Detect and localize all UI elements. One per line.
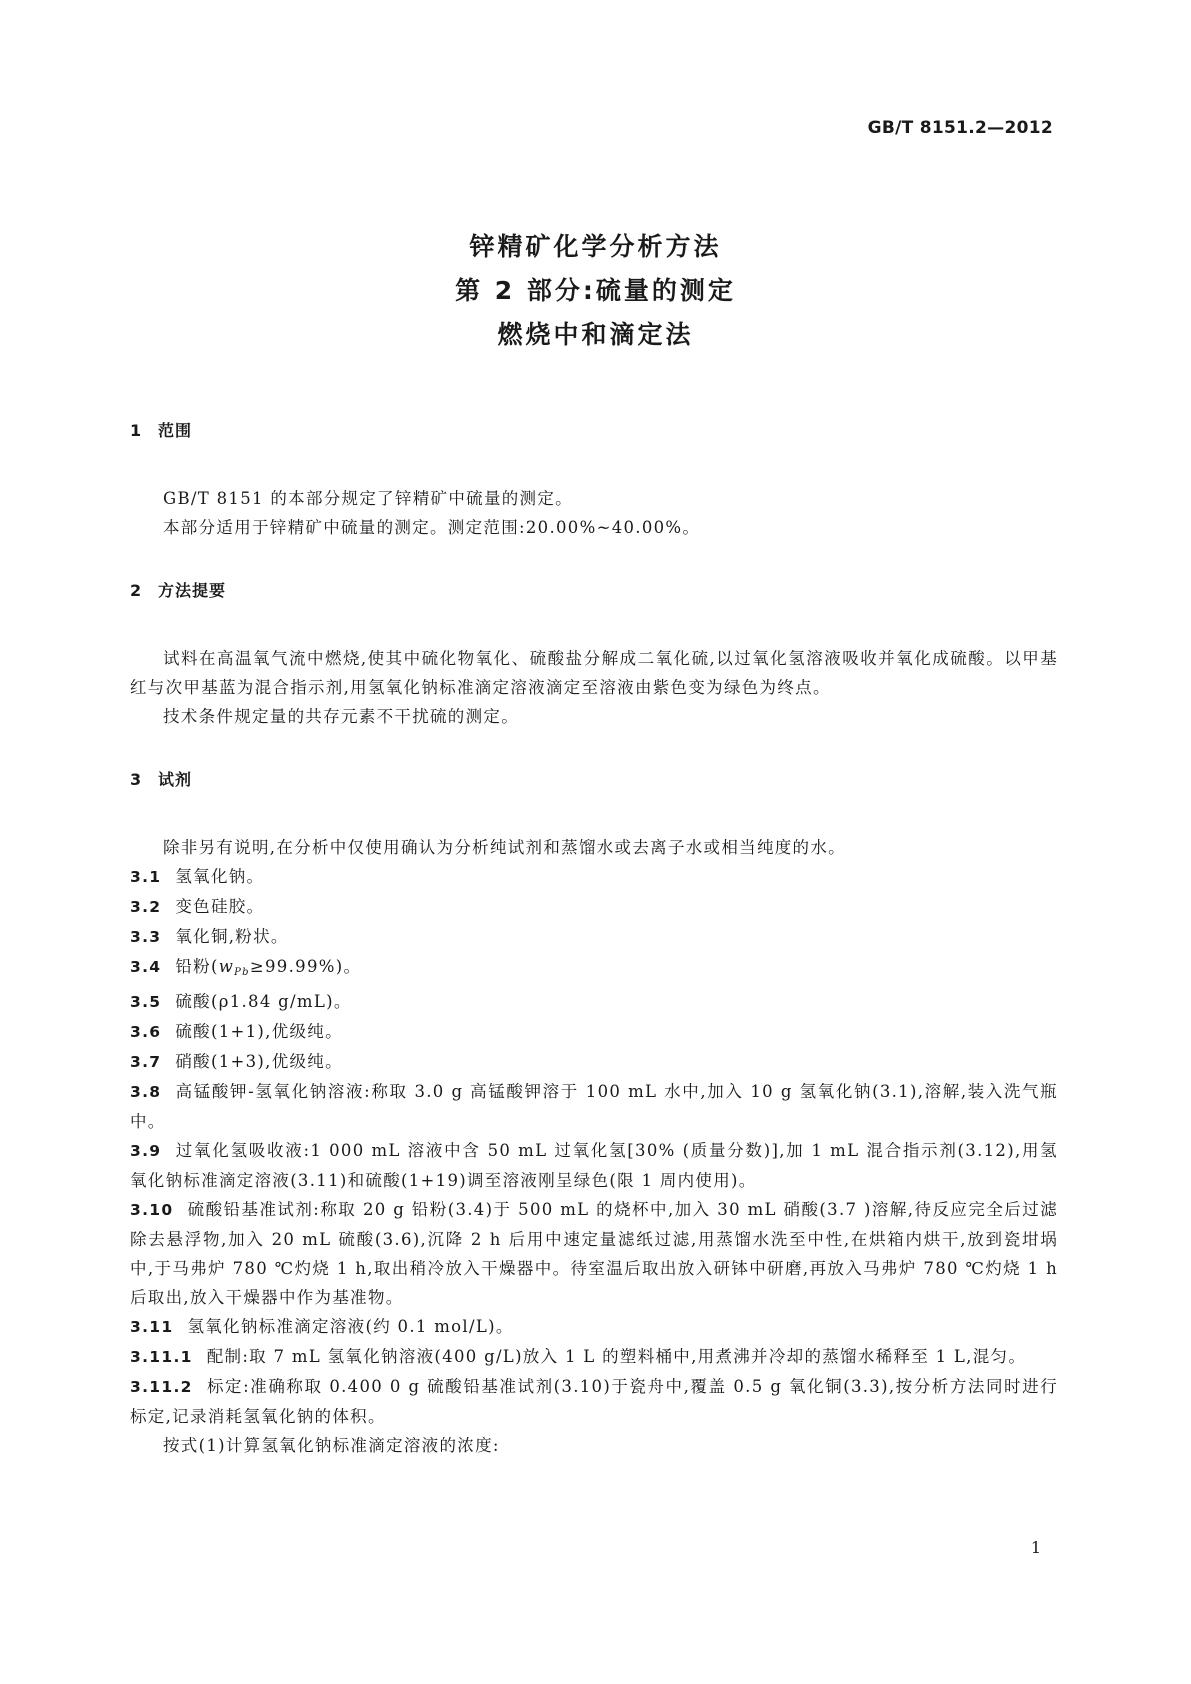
item-number: 3.7	[130, 1053, 162, 1071]
item-text: ≥99.99%)。	[249, 957, 362, 976]
item-number: 3.4	[130, 958, 162, 976]
item-number: 3.11.1	[130, 1348, 193, 1366]
paragraph: 除非另有说明,在分析中仅使用确认为分析纯试剂和蒸馏水或去离子水或相当纯度的水。	[163, 838, 846, 857]
document-title	[0, 225, 1191, 357]
list-item	[130, 1136, 1058, 1195]
section-title: 试剂	[158, 770, 193, 789]
section-number: 1	[130, 421, 143, 440]
item-number: 3.8	[130, 1083, 162, 1101]
title-line-2: 第 2 部分:硫量的测定	[455, 276, 736, 305]
item-text: 硫酸(1+1),优级纯。	[175, 1022, 343, 1041]
standard-code: GB/T 8151.2—2012	[867, 118, 1053, 138]
section-heading-principle	[130, 578, 1058, 604]
list-item	[130, 1312, 1058, 1342]
item-number: 3.9	[130, 1142, 162, 1160]
item-number: 3.6	[130, 1023, 162, 1041]
item-text: 过氧化氢吸收液:1 000 mL 溶液中含 50 mL 过氧化氢[30% (质量分数)],加 1 mL 混合指示剂(3.12),用氢氧化钠标准滴定溶液(3.11)和硫酸(1+19)调至溶液刚呈绿色(限 1 周内使用)。	[130, 1141, 1058, 1190]
section-number: 3	[130, 770, 143, 789]
list-item	[130, 1342, 1058, 1372]
item-number: 3.11.2	[130, 1378, 193, 1396]
list-item	[130, 1017, 1058, 1047]
list-item	[130, 1047, 1058, 1077]
item-text: 变色硅胶。	[175, 897, 265, 916]
paragraph: 技术条件规定量的共存元素不干扰硫的测定。	[163, 707, 519, 726]
item-text: 硫酸铅基准试剂:称取 20 g 铅粉(3.4)于 500 mL 的烧杯中,加入 30 mL 硝酸(3.7 )溶解,待反应完全后过滤除去悬浮物,加入 20 mL 硫酸(3.6),沉降 2 h 后用中速定量滤纸过滤,用蒸馏水洗至中性,在烘箱内烘干,放到瓷坩埚中,于马弗炉 780 ℃灼烧 1 h,取出稍冷放入干燥器中。待室温后取出放入研钵中研磨,再放入马弗炉 780 ℃灼烧 1 h 后取出,放入干燥器中作为基准物。	[130, 1200, 1058, 1307]
section-title: 方法提要	[158, 581, 227, 600]
page-number: 1	[1030, 1538, 1041, 1557]
document-body	[130, 418, 1058, 1460]
subscript: Pb	[234, 967, 250, 978]
list-item	[130, 892, 1058, 922]
mass-fraction-symbol: w	[218, 957, 235, 976]
item-text: 氢氧化钠。	[175, 867, 265, 886]
section-number: 2	[130, 581, 143, 600]
list-item	[130, 987, 1058, 1017]
list-item	[130, 922, 1058, 952]
list-item	[130, 862, 1058, 892]
item-text: 配制:取 7 mL 氢氧化钠溶液(400 g/L)放入 1 L 的塑料桶中,用煮沸并冷却的蒸馏水稀释至 1 L,混匀。	[206, 1347, 1027, 1366]
title-line-1: 锌精矿化学分析方法	[469, 232, 722, 261]
item-number: 3.3	[130, 928, 162, 946]
paragraph: 本部分适用于锌精矿中硫量的测定。测定范围:20.00%~40.00%。	[163, 518, 701, 537]
list-item	[130, 1195, 1058, 1312]
item-text: 高锰酸钾-氢氧化钠溶液:称取 3.0 g 高锰酸钾溶于 100 mL 水中,加入 10 g 氢氧化钠(3.1),溶解,装入洗气瓶中。	[130, 1082, 1058, 1131]
paragraph: 试料在高温氧气流中燃烧,使其中硫化物氧化、硫酸盐分解成二氧化硫,以过氧化氢溶液吸收并氧化成硫酸。以甲基红与次甲基蓝为混合指示剂,用氢氧化钠标准滴定溶液滴定至溶液由紫色变为绿色为终点。	[130, 649, 1058, 697]
item-text: 硝酸(1+3),优级纯。	[175, 1052, 343, 1071]
title-line-3: 燃烧中和滴定法	[497, 320, 694, 349]
section-heading-scope	[130, 418, 1058, 444]
list-item	[130, 1372, 1058, 1431]
paragraph: GB/T 8151 的本部分规定了锌精矿中硫量的测定。	[163, 489, 573, 508]
section-title: 范围	[158, 421, 193, 440]
item-number: 3.2	[130, 898, 162, 916]
list-item	[130, 952, 1058, 987]
section-heading-reagents	[130, 767, 1058, 793]
item-text: 氢氧化钠标准滴定溶液(约 0.1 mol/L)。	[187, 1317, 514, 1336]
item-number: 3.11	[130, 1318, 174, 1336]
item-text: 标定:准确称取 0.400 0 g 硫酸铅基准试剂(3.10)于瓷舟中,覆盖 0.5 g 氧化铜(3.3),按分析方法同时进行标定,记录消耗氢氧化钠的体积。	[130, 1377, 1058, 1426]
item-number: 3.5	[130, 993, 162, 1011]
item-text: 硫酸(ρ1.84 g/mL)。	[175, 992, 352, 1011]
paragraph: 按式(1)计算氢氧化钠标准滴定溶液的浓度:	[163, 1436, 500, 1455]
item-text: 氧化铜,粉状。	[175, 927, 289, 946]
list-item	[130, 1077, 1058, 1136]
item-number: 3.10	[130, 1201, 174, 1219]
item-text: 铅粉(	[175, 957, 219, 976]
item-number: 3.1	[130, 868, 162, 886]
